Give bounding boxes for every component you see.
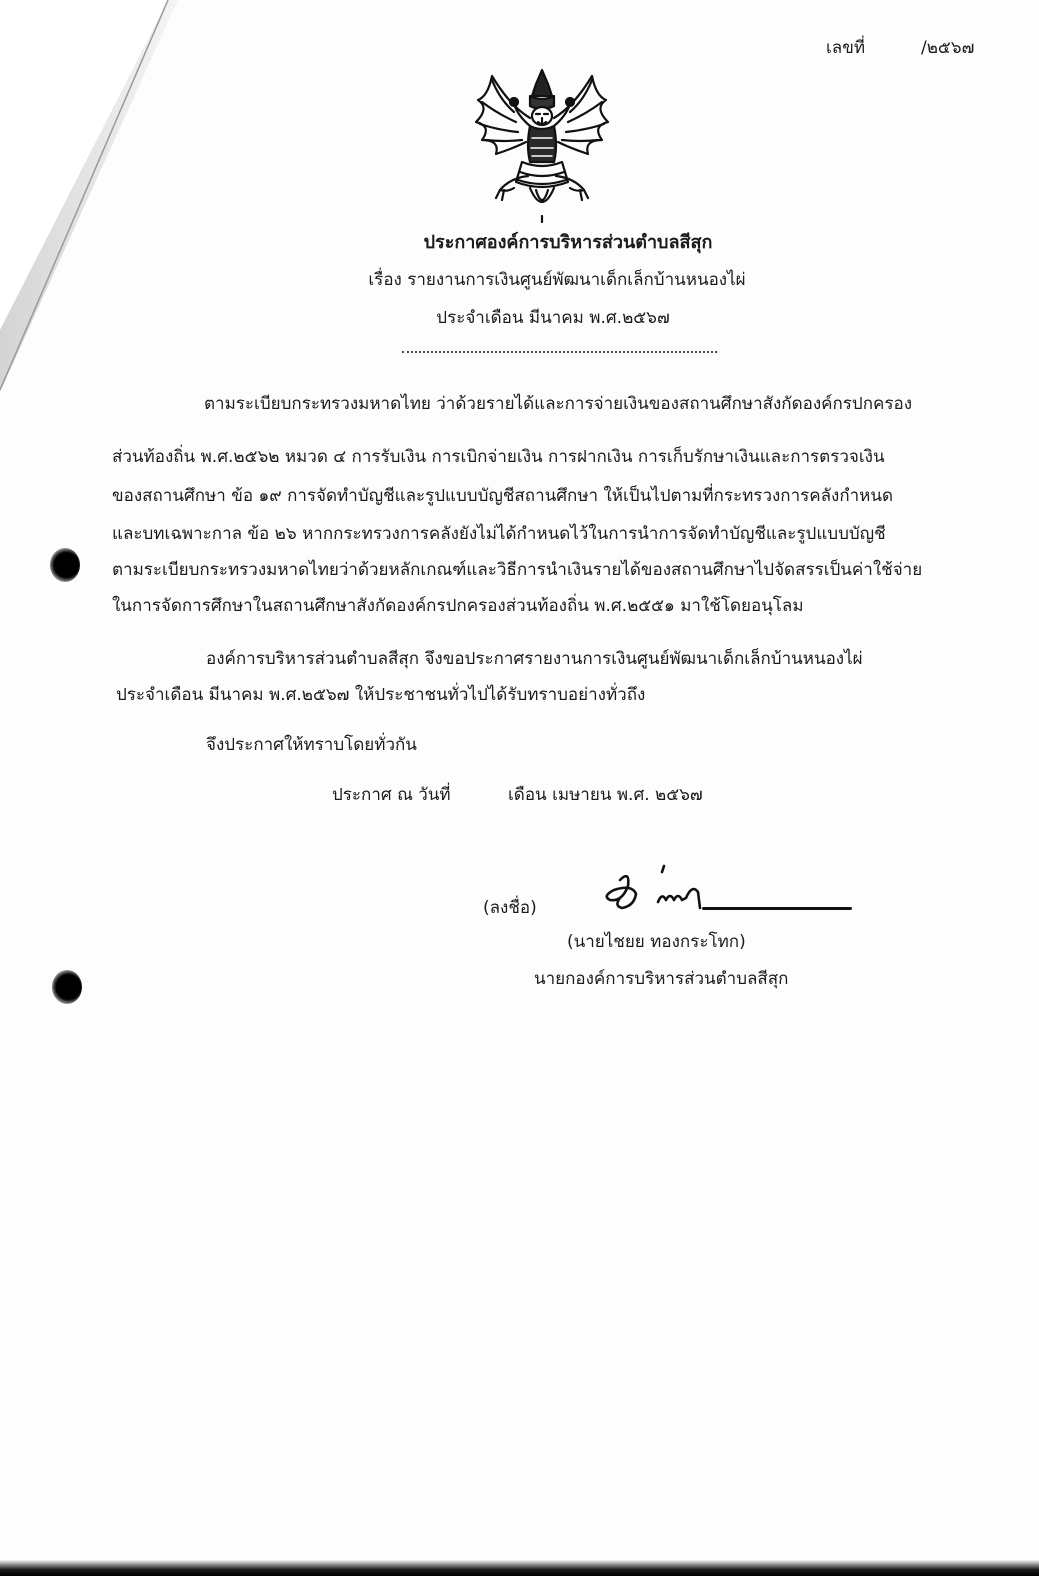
para1-line4: และบทเฉพาะกาล ข้อ ๒๖ หากกระทรวงการคลังยังไม่ได้กำหนดไว้ในการนำการจัดทำบัญชีและรูปแบบบัญชี — [112, 524, 886, 544]
handwritten-signature-icon — [600, 862, 712, 916]
para3-line: จึงประกาศให้ทราบโดยทั่วกัน — [206, 735, 417, 755]
announcement-subject: เรื่อง รายงานการเงินศูนย์พัฒนาเด็กเล็กบ้านหนองไผ่ — [368, 270, 746, 290]
announce-date-month: เดือน เมษายน พ.ศ. ๒๕๖๗ — [508, 785, 703, 805]
para1-line2: ส่วนท้องถิ่น พ.ศ.๒๕๖๒ หมวด ๔ การรับเงิน การเบิกจ่ายเงิน การฝากเงิน การเก็บรักษาเงินและการตรวจเงิน — [112, 447, 885, 467]
header-divider — [402, 351, 717, 353]
garuda-emblem-icon — [470, 66, 615, 224]
doc-number-value: /๒๕๖๗ — [921, 38, 975, 58]
punch-hole — [50, 548, 80, 582]
signatory-name: (นายไชยย ทองกระโทก) — [567, 932, 746, 952]
announcement-title: ประกาศองค์การบริหารส่วนตำบลสีสุก — [423, 232, 713, 253]
para1-line3: ของสถานศึกษา ข้อ ๑๙ การจัดทำบัญชีและรูปแบบบัญชีสถานศึกษา ให้เป็นไปตามที่กระทรวงการคลังกำหนด — [112, 486, 894, 506]
para1-line5: ตามระเบียบกระทรวงมหาดไทยว่าด้วยหลักเกณฑ์และวิธีการนำเงินรายได้ของสถานศึกษาไปจัดสรรเป็นค่าใช้จ่าย — [112, 560, 923, 580]
para2-line1: องค์การบริหารส่วนตำบลสีสุก จึงขอประกาศรายงานการเงินศูนย์พัฒนาเด็กเล็กบ้านหนองไผ่ — [206, 649, 863, 669]
para1-line1: ตามระเบียบกระทรวงมหาดไทย ว่าด้วยรายได้และการจ่ายเงินของสถานศึกษาสังกัดองค์กรปกครอง — [204, 394, 913, 414]
announce-date-prefix: ประกาศ ณ วันที่ — [332, 785, 451, 805]
doc-number-label: เลขที่ — [826, 38, 866, 58]
announcement-period: ประจำเดือน มีนาคม พ.ศ.๒๕๖๗ — [436, 308, 670, 328]
scan-bottom-edge — [0, 1560, 1039, 1576]
para2-line2: ประจำเดือน มีนาคม พ.ศ.๒๕๖๗ ให้ประชาชนทั่วไปได้รับทราบอย่างทั่วถึง — [116, 685, 646, 705]
punch-hole — [52, 970, 82, 1004]
signature-label: (ลงชื่อ) — [483, 898, 537, 918]
para1-line6: ในการจัดการศึกษาในสถานศึกษาสังกัดองค์กรปกครองส่วนท้องถิ่น พ.ศ.๒๕๕๑ มาใช้โดยอนุโลม — [112, 596, 804, 616]
signature-line — [702, 907, 852, 910]
signatory-position: นายกองค์การบริหารส่วนตำบลสีสุก — [534, 969, 789, 989]
